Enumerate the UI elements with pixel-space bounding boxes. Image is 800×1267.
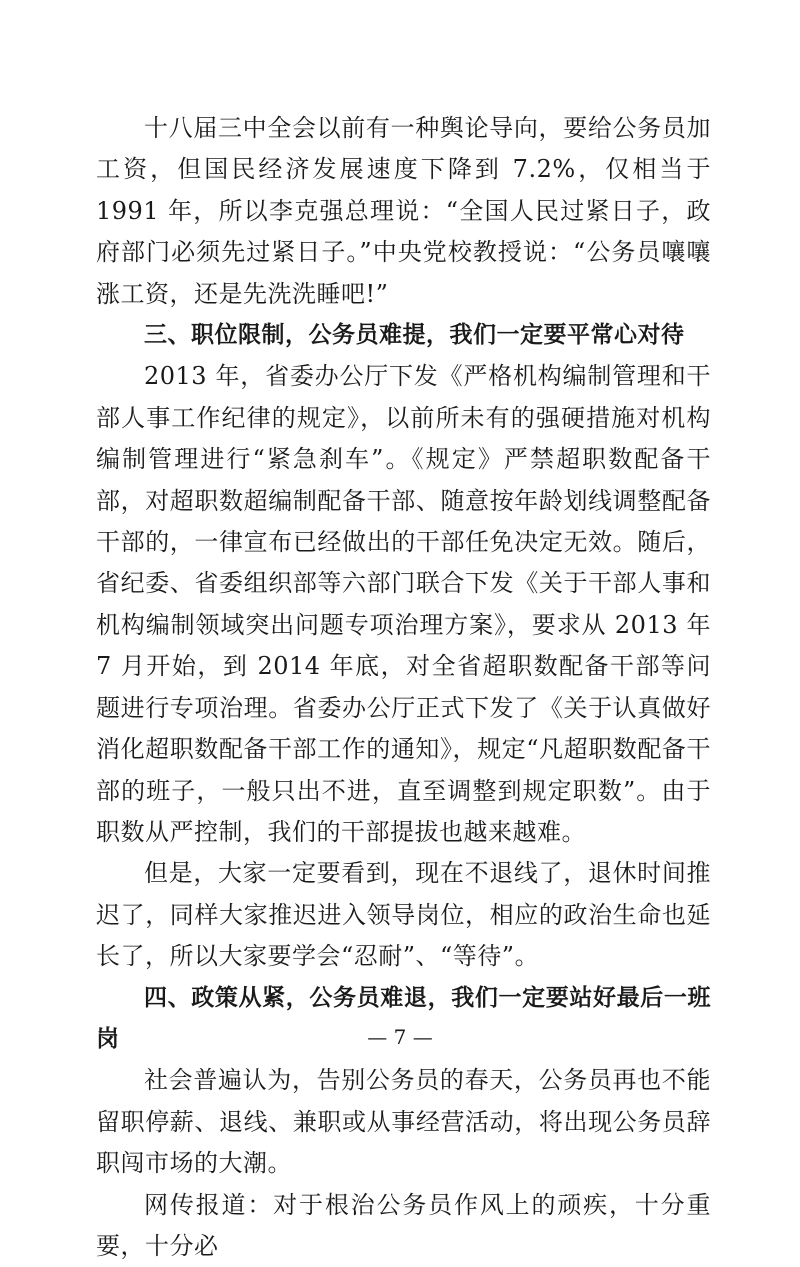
body-paragraph: 网传报道：对于根治公务员作风上的顽疾，十分重要，十分必 bbox=[96, 1190, 711, 1260]
section-heading: 四、政策从紧，公务员难退，我们一定要站好最后一班岗 bbox=[96, 984, 711, 1052]
body-paragraph: 社会普遍认为，告别公务员的春天，公务员再也不能留职停薪、退线、兼职或从事经营活动，将出现公务员辞职闯市场的大潮。 bbox=[96, 1066, 711, 1178]
body-paragraph: 但是，大家一定要看到，现在不退线了，退休时间推迟了，同样大家推迟进入领导岗位，相应的政治生命也延长了，所以大家要学会“忍耐”、“等待”。 bbox=[96, 859, 711, 971]
body-paragraph: 十八届三中全会以前有一种舆论导向，要给公务员加工资，但国民经济发展速度下降到 7.2%，仅相当于 1991 年，所以李克强总理说：“全国人民过紧日子，政府部门必须先过紧日子。”中央党校教授说：“公务员嚷嚷涨工资，还是先洗洗睡吧!” bbox=[96, 114, 711, 308]
document-body bbox=[96, 108, 711, 1267]
page-number: — 7 — bbox=[367, 1025, 433, 1049]
section-heading: 三、职位限制，公务员难提，我们一定要平常心对待 bbox=[144, 322, 685, 349]
body-paragraph: 2013 年，省委办公厅下发《严格机构编制管理和干部人事工作纪律的规定》，以前所未有的强硬措施对机构编制管理进行“紧急刹车”。《规定》严禁超职数配备干部，对超职数超编制配备干部、随意按年龄划线调整配备干部的，一律宣布已经做出的干部任免决定无效。随后，省纪委、省委组织部等六部门联合下发《关于干部人事和机构编制领域突出问题专项治理方案》，要求从 2013 年 7 月开始，到 2014 年底，对全省超职数配备干部等问题进行专项治理。省委办公厅正式下发了《关于认真做好消化超职数配备干部工作的通知》，规定“凡超职数配备干部的班子，一般只出不进，直至调整到规定职数”。由于职数从严控制，我们的干部提拔也越来越难。 bbox=[96, 362, 711, 846]
